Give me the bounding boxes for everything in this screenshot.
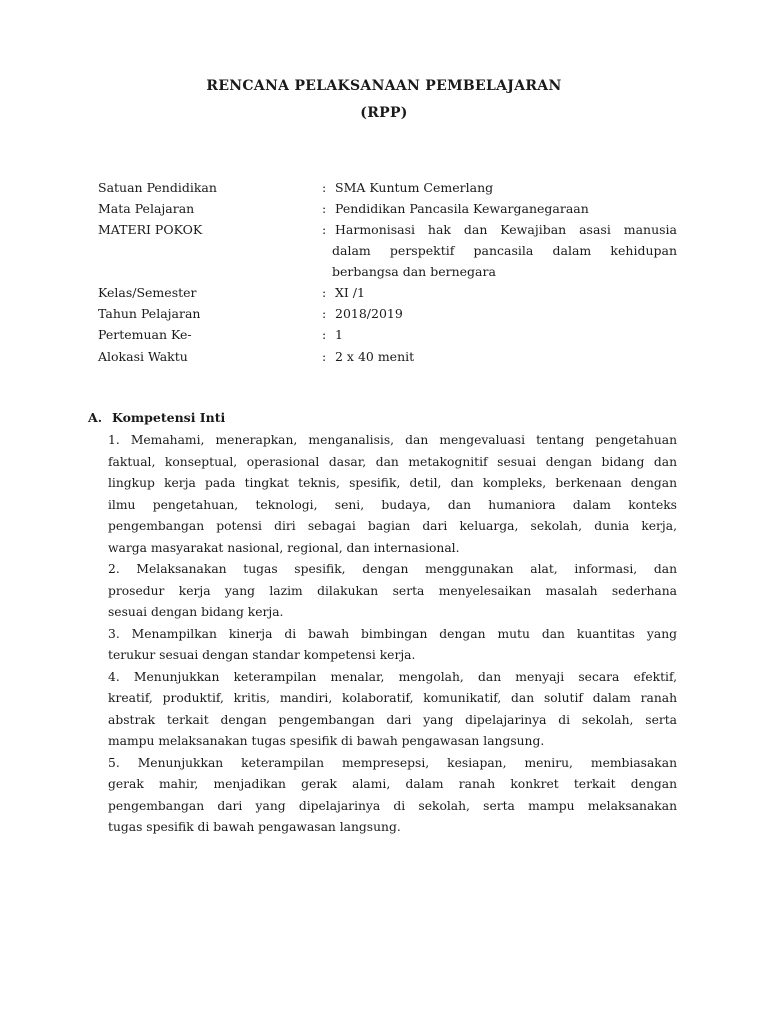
identity-row — [98, 303, 678, 324]
paragraph-line: 3. Menampilkan kinerja di bawah bimbingan dengan mutu dan kuantitas yang — [108, 626, 677, 641]
paragraph-line: lingkup kerja pada tingkat teknis, spesifik, detil, dan kompleks, berkenaan dengan — [108, 476, 677, 490]
identity-value-line: 2 x 40 menit — [335, 349, 415, 364]
identity-colon: : — [322, 327, 327, 342]
identity-value-line: dalam perspektif pancasila dalam kehidupan — [332, 243, 677, 258]
paragraph-line: 5. Menunjukkan keterampilan mempresepsi, kesiapan, meniru, membiasakan — [108, 755, 677, 770]
identity-row — [98, 346, 678, 367]
identity-value — [332, 219, 677, 282]
identity-value-line: 2018/2019 — [335, 306, 403, 321]
paragraph-line: prosedur kerja yang lazim dilakukan serta menyelesaikan masalah sederhana — [108, 583, 677, 598]
identity-row — [98, 282, 678, 303]
identity-colon: : — [322, 285, 327, 300]
paragraph-line: sesuai dengan bidang kerja. — [108, 605, 284, 619]
paragraph-line: warga masyarakat nasional, regional, dan internasional. — [108, 540, 460, 555]
identity-value-line: berbangsa dan bernegara — [332, 264, 496, 279]
identity-row — [98, 177, 678, 198]
identity-label: Kelas/Semester — [98, 285, 197, 300]
identity-value — [335, 282, 677, 303]
identity-value-line: 1 — [335, 327, 343, 342]
paragraph-line: mampu melaksanakan tugas spesifik di bawah pengawasan langsung. — [108, 734, 545, 748]
paragraph-line: pengembangan dari yang dipelajarinya di sekolah, serta mampu melaksanakan — [108, 798, 677, 813]
paragraph-line: 1. Memahami, menerapkan, menganalisis, dan mengevaluasi tentang pengetahuan — [108, 433, 677, 447]
document-title: RENCANA PELAKSANAAN PEMBELAJARAN — [206, 78, 562, 94]
paragraph-line: tugas spesifik di bawah pengawasan langsung. — [108, 820, 401, 834]
identity-colon: : — [322, 306, 327, 321]
paragraph-line: faktual, konseptual, operasional dasar, dan metakognitif sesuai dengan bidang dan — [108, 454, 677, 469]
identity-value — [335, 177, 677, 198]
identity-label: Pertemuan Ke- — [98, 327, 192, 342]
identity-value — [335, 198, 677, 219]
identity-colon: : — [322, 222, 327, 237]
kompetensi-inti-list — [108, 430, 677, 839]
paragraph-line: 2. Melaksanakan tugas spesifik, dengan menggunakan alat, informasi, dan — [108, 562, 677, 576]
document-subtitle: (RPP) — [360, 105, 408, 121]
identity-colon: : — [322, 180, 327, 195]
identity-row — [98, 324, 678, 345]
identity-label: Mata Pelajaran — [98, 201, 195, 216]
paragraph-line: 4. Menunjukkan keterampilan menalar, mengolah, dan menyaji secara efektif, — [108, 669, 677, 684]
paragraph-line: pengembangan potensi diri sebagai bagian dari keluarga, sekolah, dunia kerja, — [108, 519, 677, 533]
identity-value-line: Harmonisasi hak dan Kewajiban asasi manusia — [335, 222, 677, 237]
identity-label: Satuan Pendidikan — [98, 180, 217, 195]
identity-value-line: SMA Kuntum Cemerlang — [335, 180, 494, 195]
identity-colon: : — [322, 349, 327, 364]
identity-value — [335, 303, 677, 324]
identity-value-line: XI /1 — [335, 285, 365, 300]
identity-label: Alokasi Waktu — [98, 349, 188, 364]
identity-row — [98, 219, 678, 279]
identity-label: MATERI POKOK — [98, 222, 203, 237]
paragraph-line: gerak mahir, menjadikan gerak alami, dalam ranah konkret terkait dengan — [108, 777, 677, 791]
section-letter: A. — [88, 410, 103, 425]
paragraph-line: ilmu pengetahuan, teknologi, seni, budaya, dan humaniora dalam konteks — [108, 497, 677, 512]
identity-value — [335, 324, 677, 345]
paragraph-line: kreatif, produktif, kritis, mandiri, kolaboratif, komunikatif, dan solutif dalam ranah — [108, 691, 677, 705]
paragraph-line: abstrak terkait dengan pengembangan dari yang dipelajarinya di sekolah, serta — [108, 712, 677, 727]
paragraph-line: terukur sesuai dengan standar kompetensi kerja. — [108, 648, 416, 662]
section-title: Kompetensi Inti — [112, 410, 226, 425]
identity-label: Tahun Pelajaran — [98, 306, 201, 321]
identity-colon: : — [322, 201, 327, 216]
identity-row — [98, 198, 678, 219]
identity-value — [335, 346, 677, 367]
identity-value-line: Pendidikan Pancasila Kewarganegaraan — [335, 201, 589, 216]
